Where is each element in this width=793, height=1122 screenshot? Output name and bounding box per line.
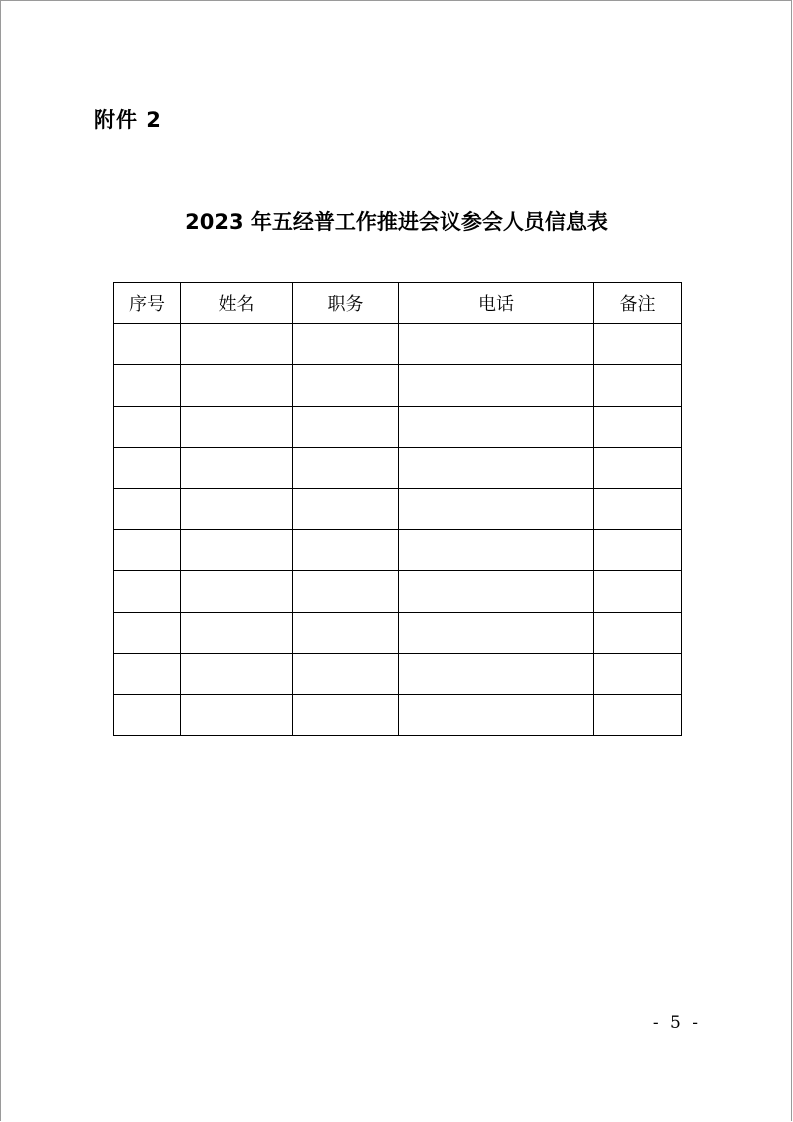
document-title: 2023 年五经普工作推进会议参会人员信息表 xyxy=(185,210,608,234)
header-remarks: 备注 xyxy=(594,283,682,324)
remarks-cell xyxy=(594,406,682,447)
position-cell xyxy=(293,694,399,735)
position-cell xyxy=(293,365,399,406)
table-header-row xyxy=(114,283,682,324)
phone-cell xyxy=(399,365,594,406)
name-cell xyxy=(181,324,293,365)
phone-cell xyxy=(399,488,594,529)
serial-number-cell xyxy=(114,365,181,406)
name-cell xyxy=(181,447,293,488)
position-cell xyxy=(293,488,399,529)
table-row xyxy=(114,324,682,365)
serial-number-cell xyxy=(114,694,181,735)
remarks-cell xyxy=(594,571,682,612)
table-row xyxy=(114,694,682,735)
remarks-cell xyxy=(594,530,682,571)
remarks-cell xyxy=(594,694,682,735)
serial-number-cell xyxy=(114,324,181,365)
remarks-cell xyxy=(594,447,682,488)
table-row xyxy=(114,447,682,488)
name-cell xyxy=(181,612,293,653)
name-cell xyxy=(181,488,293,529)
table-row xyxy=(114,571,682,612)
serial-number-cell xyxy=(114,571,181,612)
phone-cell xyxy=(399,447,594,488)
remarks-cell xyxy=(594,324,682,365)
name-cell xyxy=(181,571,293,612)
attendee-info-table xyxy=(113,282,682,736)
serial-number-cell xyxy=(114,612,181,653)
phone-cell xyxy=(399,406,594,447)
name-cell xyxy=(181,653,293,694)
remarks-cell xyxy=(594,365,682,406)
position-cell xyxy=(293,653,399,694)
serial-number-cell xyxy=(114,530,181,571)
position-cell xyxy=(293,612,399,653)
header-position: 职务 xyxy=(293,283,399,324)
table-row xyxy=(114,653,682,694)
phone-cell xyxy=(399,694,594,735)
name-cell xyxy=(181,530,293,571)
phone-cell xyxy=(399,530,594,571)
position-cell xyxy=(293,571,399,612)
table-row xyxy=(114,530,682,571)
table-row xyxy=(114,612,682,653)
serial-number-cell xyxy=(114,447,181,488)
page-number: - 5 - xyxy=(652,1013,701,1033)
phone-cell xyxy=(399,653,594,694)
serial-number-cell xyxy=(114,488,181,529)
header-name: 姓名 xyxy=(181,283,293,324)
table-row xyxy=(114,406,682,447)
remarks-cell xyxy=(594,612,682,653)
phone-cell xyxy=(399,612,594,653)
remarks-cell xyxy=(594,653,682,694)
name-cell xyxy=(181,406,293,447)
position-cell xyxy=(293,447,399,488)
table-body xyxy=(114,324,682,736)
phone-cell xyxy=(399,324,594,365)
table-row xyxy=(114,488,682,529)
header-serial-number: 序号 xyxy=(114,283,181,324)
table-row xyxy=(114,365,682,406)
attachment-label: 附件 2 xyxy=(94,108,162,132)
phone-cell xyxy=(399,571,594,612)
header-phone: 电话 xyxy=(399,283,594,324)
remarks-cell xyxy=(594,488,682,529)
position-cell xyxy=(293,530,399,571)
name-cell xyxy=(181,365,293,406)
serial-number-cell xyxy=(114,406,181,447)
position-cell xyxy=(293,406,399,447)
name-cell xyxy=(181,694,293,735)
position-cell xyxy=(293,324,399,365)
serial-number-cell xyxy=(114,653,181,694)
